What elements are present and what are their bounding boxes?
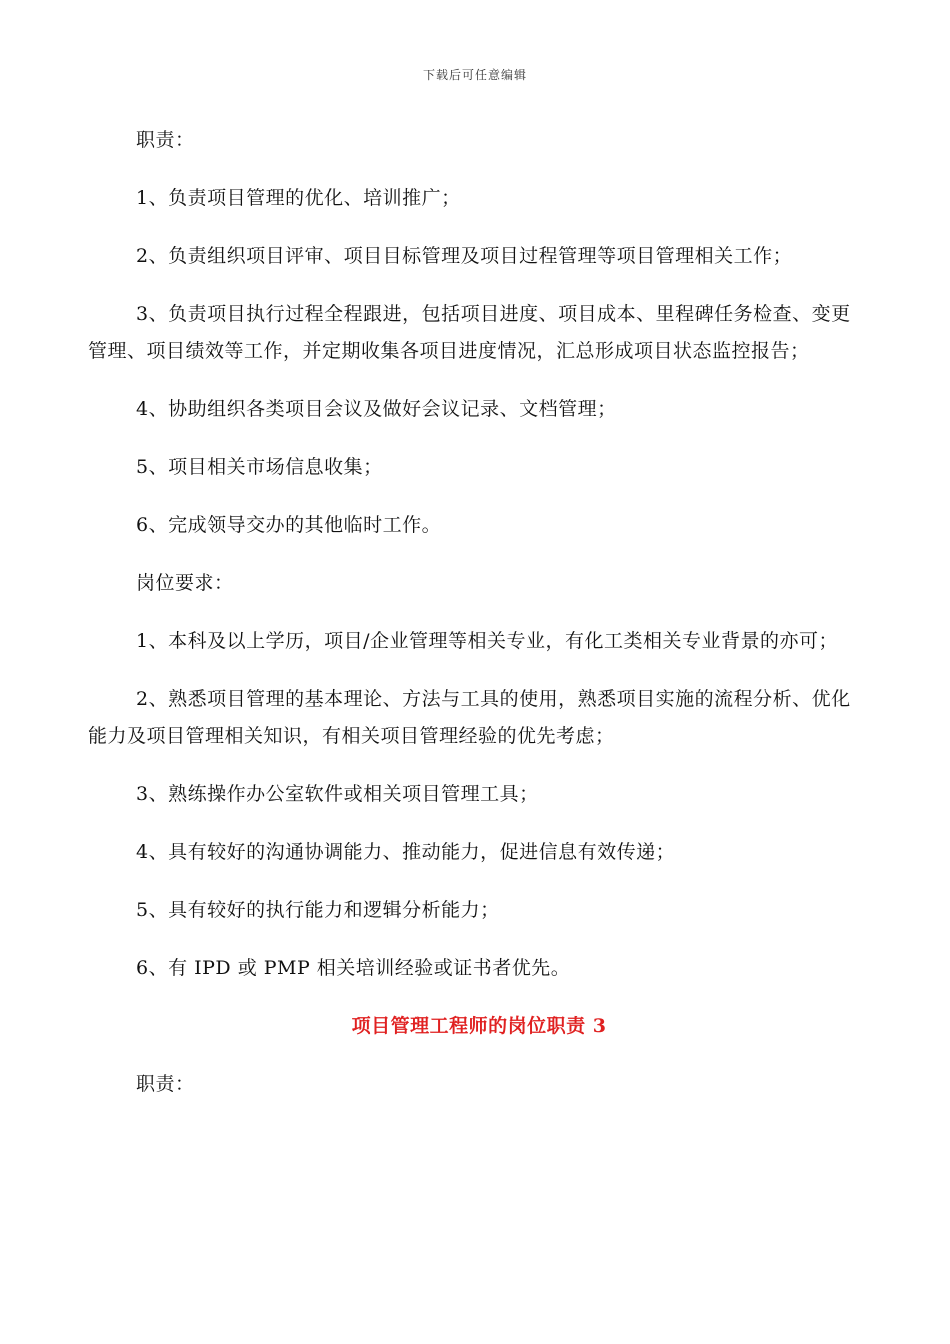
requirement-item-4: 4、具有较好的沟通协调能力、推动能力，促进信息有效传递； (136, 841, 676, 863)
requirements-heading: 岗位要求： (136, 572, 234, 594)
duty-item-3: 3、负责项目执行过程全程跟进，包括项目进度、项目成本、里程碑任务检查、变更管理、项目绩效等工作，并定期收集各项目进度情况，汇总形成项目状态监控报告； (88, 303, 851, 362)
requirement-item-5: 5、具有较好的执行能力和逻辑分析能力； (136, 899, 500, 921)
duty-item-4: 4、协助组织各类项目会议及做好会议记录、文档管理； (136, 398, 617, 420)
page-header-note: 下载后可任意编辑 (422, 68, 527, 82)
requirement-item-6: 6、有 IPD 或 PMP 相关培训经验或证书者优先。 (136, 957, 571, 979)
section-title: 项目管理工程师的岗位职责 3 (351, 1015, 607, 1037)
requirement-item-2: 2、熟悉项目管理的基本理论、方法与工具的使用，熟悉项目实施的流程分析、优化能力及项目管理相关知识，有相关项目管理经验的优先考虑； (88, 688, 851, 747)
document-body (88, 122, 870, 1103)
requirement-item-3: 3、熟练操作办公室软件或相关项目管理工具； (136, 783, 539, 805)
duties-heading-2: 职责： (136, 1073, 195, 1095)
duty-item-2: 2、负责组织项目评审、项目目标管理及项目过程管理等项目管理相关工作； (136, 245, 793, 267)
duty-item-6: 6、完成领导交办的其他临时工作。 (136, 514, 442, 536)
duties-heading: 职责： (136, 129, 195, 151)
duty-item-5: 5、项目相关市场信息收集； (136, 456, 383, 478)
duty-item-1: 1、负责项目管理的优化、培训推广； (136, 187, 461, 209)
requirement-item-1: 1、本科及以上学历，项目/企业管理等相关专业，有化工类相关专业背景的亦可； (136, 630, 838, 652)
